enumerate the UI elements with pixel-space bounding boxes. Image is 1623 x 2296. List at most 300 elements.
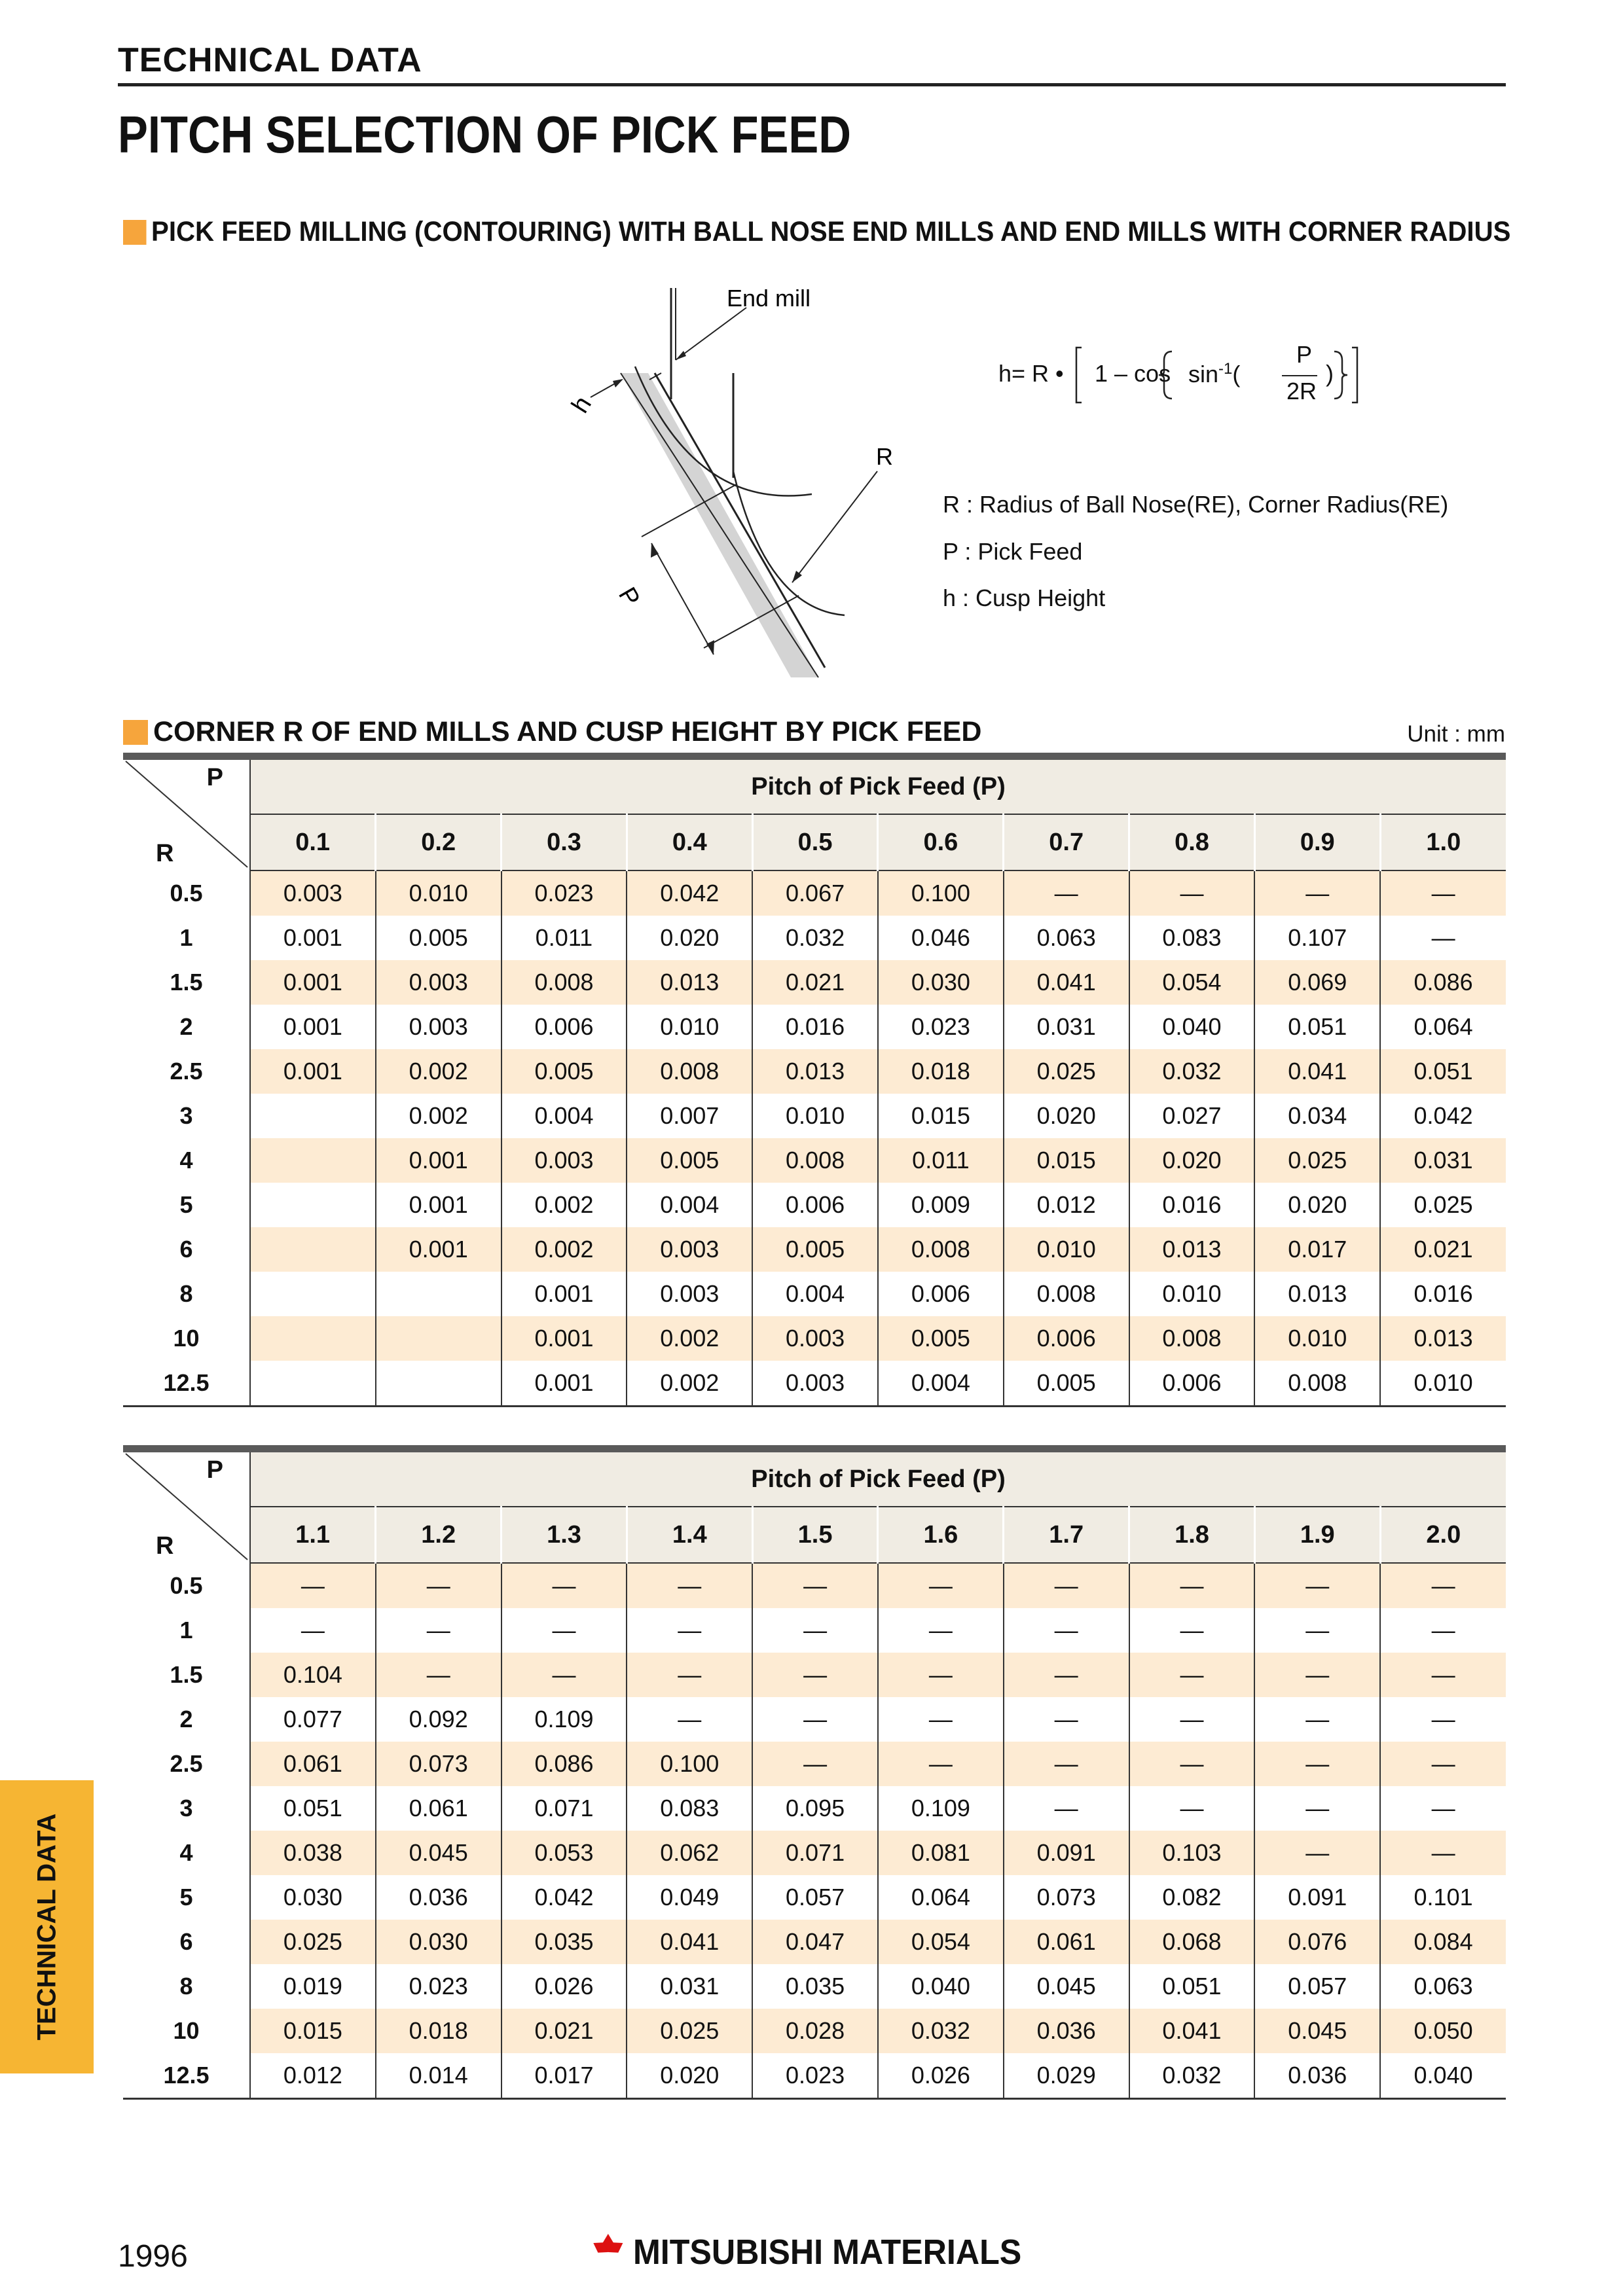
table-row — [123, 1920, 1506, 1964]
cusp-height-cell: 0.069 — [1254, 960, 1380, 1005]
end-mill-label: End mill — [727, 285, 811, 312]
cusp-height-table-2 — [123, 1445, 1506, 2100]
cusp-height-cell: 0.002 — [501, 1183, 627, 1227]
formula-numerator: P — [1296, 341, 1313, 368]
cusp-height-cell: 0.045 — [1254, 2009, 1380, 2053]
cusp-height-cell: 0.003 — [376, 1005, 501, 1049]
cusp-height-cell: — — [376, 1608, 501, 1653]
cusp-height-cell: 0.001 — [250, 916, 376, 960]
cusp-height-cell: 0.011 — [878, 1138, 1004, 1183]
table-row — [123, 1608, 1506, 1653]
cusp-height-cell: 0.046 — [878, 916, 1004, 960]
cusp-height-cell: 0.071 — [752, 1831, 878, 1875]
table-row — [123, 960, 1506, 1005]
corner-r-value: 3 — [179, 1795, 193, 1821]
cusp-height-cell: — — [1380, 870, 1506, 916]
corner-r-value: 0.5 — [170, 1571, 203, 1599]
cusp-height-cell: 0.008 — [501, 960, 627, 1005]
cusp-height-cell: 0.049 — [627, 1875, 752, 1920]
cusp-height-cell: 0.086 — [501, 1742, 627, 1786]
cusp-height-cell: 0.004 — [627, 1183, 752, 1227]
mitsubishi-diamonds-icon — [589, 2234, 627, 2270]
cusp-height-cell: 0.004 — [501, 1094, 627, 1138]
cusp-height-cell: — — [878, 1563, 1004, 1608]
cusp-height-cell: — — [1254, 1653, 1380, 1697]
pitch-value-header: 0.5 — [752, 814, 878, 870]
cusp-height-cell: 0.042 — [1380, 1094, 1506, 1138]
corner-r-value: 8 — [179, 1973, 193, 2000]
cusp-height-cell: 0.005 — [376, 916, 501, 960]
cusp-height-cell: 0.021 — [752, 960, 878, 1005]
cusp-height-cell: 0.005 — [752, 1227, 878, 1272]
corner-r-value: 0.5 — [170, 879, 203, 906]
cusp-height-cell: 0.001 — [376, 1227, 501, 1272]
cusp-height-cell: — — [1004, 1786, 1129, 1831]
cusp-height-cell: 0.020 — [627, 2053, 752, 2099]
cusp-height-cell: — — [1129, 1608, 1255, 1653]
pick-feed-diagram — [537, 275, 903, 694]
pitch-value-header: 0.9 — [1254, 814, 1380, 870]
cusp-height-cell: 0.040 — [1380, 2053, 1506, 2099]
table-row — [123, 1227, 1506, 1272]
cusp-height-table-1 — [123, 753, 1506, 1407]
table-row — [123, 1742, 1506, 1786]
cusp-height-cell: 0.018 — [878, 1049, 1004, 1094]
cut-surface-line — [655, 373, 825, 668]
cusp-height-cell: — — [627, 1697, 752, 1742]
p-axis-label: P — [206, 1456, 223, 1484]
corner-r-value: 6 — [179, 1928, 193, 1955]
cusp-height-cell: — — [752, 1653, 878, 1697]
cusp-height-cell: 0.008 — [1004, 1272, 1129, 1316]
cusp-height-cell: 0.001 — [250, 960, 376, 1005]
corner-r-value: 4 — [179, 1147, 193, 1174]
cusp-height-cell: 0.062 — [627, 1831, 752, 1875]
table-row — [123, 1049, 1506, 1094]
corner-r-value: 1 — [179, 1617, 193, 1643]
table-corner — [123, 757, 250, 871]
cusp-height-cell: 0.040 — [878, 1964, 1004, 2009]
cusp-height-cell: 0.020 — [1004, 1094, 1129, 1138]
brand-name: MITSUBISHI MATERIALS — [632, 2233, 1022, 2272]
cusp-height-cell: 0.100 — [627, 1742, 752, 1786]
cusp-height-cell: 0.031 — [627, 1964, 752, 2009]
cusp-height-cell: 0.002 — [376, 1049, 501, 1094]
diagonal-divider — [123, 1452, 250, 1561]
pitch-header: Pitch of Pick Feed (P) — [250, 1449, 1506, 1507]
cusp-height-cell: — — [1380, 916, 1506, 960]
corner-r-value: 12.5 — [123, 1361, 250, 1407]
cusp-height-cell: 0.001 — [376, 1138, 501, 1183]
cusp-height-cell — [250, 1227, 376, 1272]
cusp-height-cell: 0.001 — [250, 1049, 376, 1094]
cusp-height-cell: — — [1380, 1697, 1506, 1742]
cusp-height-cell: 0.045 — [376, 1831, 501, 1875]
section2-heading — [123, 716, 981, 748]
pitch-value-header: 0.8 — [1129, 814, 1255, 870]
cusp-height-cell: 0.109 — [878, 1786, 1004, 1831]
corner-r-value: 3 — [179, 1102, 193, 1129]
pitch-value-header: 0.6 — [878, 814, 1004, 870]
cusp-height-cell: 0.091 — [1004, 1831, 1129, 1875]
cusp-height-cell: — — [1004, 1608, 1129, 1653]
pitch-value-header: 2.0 — [1380, 1507, 1506, 1563]
corner-r-value: 10 — [173, 1325, 200, 1352]
cusp-height-cell: 0.010 — [1380, 1361, 1506, 1407]
pitch-header: Pitch of Pick Feed (P) — [250, 757, 1506, 815]
cusp-height-cell: 0.104 — [250, 1653, 376, 1697]
cusp-height-cell: — — [1254, 1608, 1380, 1653]
cusp-height-cell: 0.041 — [1004, 960, 1129, 1005]
cusp-height-cell: 0.003 — [376, 960, 501, 1005]
cusp-height-cell: 0.011 — [501, 916, 627, 960]
cusp-height-cell: 0.008 — [1254, 1361, 1380, 1407]
cusp-height-cell: 0.003 — [627, 1227, 752, 1272]
cusp-height-cell: — — [878, 1653, 1004, 1697]
cusp-height-cell: 0.002 — [501, 1227, 627, 1272]
cusp-height-cell: 0.054 — [878, 1920, 1004, 1964]
cusp-height-cell: 0.001 — [250, 1005, 376, 1049]
table-row — [123, 1361, 1506, 1407]
table-row — [123, 1563, 1506, 1608]
cusp-height-cell: 0.025 — [627, 2009, 752, 2053]
section1-heading — [123, 216, 1510, 248]
cusp-height-cell: 0.063 — [1004, 916, 1129, 960]
corner-r-value: 6 — [179, 1236, 193, 1263]
cusp-height-cell: 0.071 — [501, 1786, 627, 1831]
cusp-height-cell: 0.001 — [501, 1361, 627, 1407]
cusp-height-cell: 0.020 — [1129, 1138, 1255, 1183]
cusp-height-cell: 0.042 — [501, 1875, 627, 1920]
cusp-height-cell — [376, 1272, 501, 1316]
cusp-height-cell: — — [1380, 1786, 1506, 1831]
cusp-height-cell: — — [1380, 1742, 1506, 1786]
corner-r-value: 2 — [179, 1706, 193, 1732]
cusp-height-cell: 0.107 — [1254, 916, 1380, 960]
cusp-height-cell: — — [1004, 1563, 1129, 1608]
cusp-height-cell: 0.014 — [376, 2053, 501, 2099]
cusp-height-cell: 0.026 — [878, 2053, 1004, 2099]
cusp-height-cell: 0.041 — [1254, 1049, 1380, 1094]
cusp-height-cell: 0.034 — [1254, 1094, 1380, 1138]
cusp-height-cell: — — [501, 1608, 627, 1653]
formula-one-minus-cos: 1 – cos — [1095, 360, 1171, 387]
corner-r-value: 8 — [179, 1280, 193, 1307]
cusp-height-cell: 0.013 — [1254, 1272, 1380, 1316]
cusp-height-cell: — — [627, 1563, 752, 1608]
cusp-height-cell: — — [1380, 1653, 1506, 1697]
cusp-height-cell: 0.013 — [627, 960, 752, 1005]
cusp-height-cell: 0.007 — [627, 1094, 752, 1138]
cusp-height-cell: 0.036 — [1004, 2009, 1129, 2053]
cusp-height-cell: — — [1129, 870, 1255, 916]
corner-r-value: 1.5 — [170, 969, 203, 996]
cusp-height-cell: 0.082 — [1129, 1875, 1255, 1920]
r-axis-label: R — [156, 1532, 174, 1560]
cusp-height-cell: — — [376, 1653, 501, 1697]
cusp-height-cell: 0.042 — [627, 870, 752, 916]
table-row — [123, 2053, 1506, 2099]
cusp-height-cell: — — [250, 1563, 376, 1608]
cusp-height-cell: 0.032 — [1129, 2053, 1255, 2099]
cusp-height-cell: 0.040 — [1129, 1005, 1255, 1049]
pitch-value-header: 1.2 — [376, 1507, 501, 1563]
table-row — [123, 1316, 1506, 1361]
cusp-height-cell: 0.041 — [1129, 2009, 1255, 2053]
cusp-height-cell: 0.021 — [1380, 1227, 1506, 1272]
cusp-height-cell: — — [878, 1608, 1004, 1653]
cusp-height-cell: 0.002 — [376, 1094, 501, 1138]
cusp-height-cell: 0.086 — [1380, 960, 1506, 1005]
cusp-height-cell: 0.004 — [878, 1361, 1004, 1407]
table-row — [123, 1964, 1506, 2009]
cusp-height-cell: — — [1004, 1742, 1129, 1786]
cusp-height-cell: 0.010 — [1004, 1227, 1129, 1272]
pitch-value-header: 0.4 — [627, 814, 752, 870]
legend-h: h : Cusp Height — [943, 584, 1106, 611]
cusp-height-cell — [250, 1272, 376, 1316]
cusp-height-cell: — — [752, 1742, 878, 1786]
cusp-height-cell: 0.076 — [1254, 1920, 1380, 1964]
cusp-height-cell: 0.073 — [376, 1742, 501, 1786]
legend-r: R : Radius of Ball Nose(RE), Corner Radius(RE) — [943, 491, 1449, 518]
cusp-height-cell: — — [376, 1563, 501, 1608]
pitch-value-header: 1.0 — [1380, 814, 1506, 870]
cusp-height-cell — [250, 1094, 376, 1138]
cusp-height-cell: 0.084 — [1380, 1920, 1506, 1964]
cusp-height-cell: 0.008 — [627, 1049, 752, 1094]
cusp-height-cell: 0.036 — [376, 1875, 501, 1920]
cusp-height-cell: 0.035 — [501, 1920, 627, 1964]
cusp-height-cell: 0.068 — [1129, 1920, 1255, 1964]
cusp-height-cell: — — [1129, 1786, 1255, 1831]
pitch-value-header: 1.3 — [501, 1507, 627, 1563]
cusp-height-cell: 0.001 — [501, 1316, 627, 1361]
cusp-height-cell: 0.053 — [501, 1831, 627, 1875]
cusp-height-cell: 0.061 — [1004, 1920, 1129, 1964]
page-title: PITCH SELECTION OF PICK FEED — [118, 105, 851, 164]
cusp-height-cell: 0.092 — [376, 1697, 501, 1742]
cusp-height-cell: 0.061 — [250, 1742, 376, 1786]
unit-label: Unit : mm — [1407, 721, 1505, 747]
cusp-height-cell: 0.001 — [501, 1272, 627, 1316]
cusp-height-cell: 0.077 — [250, 1697, 376, 1742]
cusp-height-cell: 0.015 — [250, 2009, 376, 2053]
cusp-height-cell — [250, 1361, 376, 1407]
cusp-height-cell: 0.017 — [501, 2053, 627, 2099]
pitch-value-header: 1.5 — [752, 1507, 878, 1563]
cusp-height-cell: 0.020 — [1254, 1183, 1380, 1227]
h-label: h — [566, 391, 598, 418]
cusp-height-cell: 0.026 — [501, 1964, 627, 2009]
cusp-height-cell: 0.023 — [878, 1005, 1004, 1049]
cusp-height-cell: 0.081 — [878, 1831, 1004, 1875]
cusp-height-cell: — — [250, 1608, 376, 1653]
table-row — [123, 1786, 1506, 1831]
cusp-height-cell: 0.020 — [627, 916, 752, 960]
cusp-height-cell: — — [1129, 1697, 1255, 1742]
cusp-height-cell: 0.051 — [250, 1786, 376, 1831]
cusp-height-cell: 0.030 — [878, 960, 1004, 1005]
pitch-value-header: 0.3 — [501, 814, 627, 870]
section1-title: PICK FEED MILLING (CONTOURING) WITH BALL NOSE END MILLS AND END MILLS WITH CORNER RADIUS — [151, 216, 1511, 247]
table-row — [123, 1005, 1506, 1049]
corner-r-value: 2.5 — [170, 1750, 203, 1777]
cusp-height-cell: — — [1004, 1697, 1129, 1742]
cusp-height-cell: 0.013 — [752, 1049, 878, 1094]
cusp-height-cell: 0.025 — [1380, 1183, 1506, 1227]
pitch-value-header: 0.2 — [376, 814, 501, 870]
table-row — [123, 870, 1506, 916]
cusp-height-cell: — — [752, 1608, 878, 1653]
cusp-height-cell: 0.095 — [752, 1786, 878, 1831]
pitch-value-header: 1.4 — [627, 1507, 752, 1563]
cusp-height-cell — [376, 1316, 501, 1361]
cusp-height-cell: — — [1254, 1697, 1380, 1742]
cusp-height-cell: 0.008 — [1129, 1316, 1255, 1361]
cusp-height-cell: 0.006 — [1004, 1316, 1129, 1361]
section2-title: CORNER R OF END MILLS AND CUSP HEIGHT BY PICK FEED — [153, 716, 982, 747]
corner-r-value: 4 — [179, 1839, 193, 1866]
cusp-height-cell: 0.073 — [1004, 1875, 1129, 1920]
corner-r-value: 10 — [173, 2017, 200, 2044]
formula-lhs: h= R • — [998, 360, 1064, 387]
cusp-height-cell: 0.025 — [1254, 1138, 1380, 1183]
cusp-height-cell: — — [1254, 1742, 1380, 1786]
cusp-height-cell: 0.016 — [1380, 1272, 1506, 1316]
cusp-height-cell: 0.035 — [752, 1964, 878, 2009]
table-row — [123, 2009, 1506, 2053]
pitch-value-header: 1.1 — [250, 1507, 376, 1563]
table-row — [123, 1831, 1506, 1875]
cusp-height-cell: — — [1129, 1742, 1255, 1786]
formula-denominator: 2R — [1286, 378, 1317, 404]
cusp-height-cell: 0.016 — [1129, 1183, 1255, 1227]
cusp-height-cell: 0.003 — [752, 1316, 878, 1361]
cusp-height-cell: — — [1004, 870, 1129, 916]
cusp-height-cell: — — [1254, 1831, 1380, 1875]
cusp-height-cell: 0.006 — [752, 1183, 878, 1227]
cusp-height-cell: 0.004 — [752, 1272, 878, 1316]
cusp-height-cell: 0.083 — [1129, 916, 1255, 960]
r-axis-label: R — [156, 840, 174, 867]
cusp-height-cell: — — [752, 1697, 878, 1742]
corner-r-value: 5 — [179, 1191, 193, 1218]
cusp-height-cell: 0.031 — [1004, 1005, 1129, 1049]
corner-r-value: 2.5 — [170, 1058, 203, 1085]
cusp-height-cell: — — [1254, 870, 1380, 916]
cusp-height-cell: — — [627, 1653, 752, 1697]
cusp-height-cell: 0.036 — [1254, 2053, 1380, 2099]
table-row — [123, 1094, 1506, 1138]
cusp-height-cell: 0.101 — [1380, 1875, 1506, 1920]
r-label: R — [876, 443, 893, 470]
corner-r-value: 12.5 — [123, 2053, 250, 2099]
cusp-height-cell: 0.003 — [250, 870, 376, 916]
table-row — [123, 1183, 1506, 1227]
cusp-height-cell: — — [1254, 1563, 1380, 1608]
cusp-height-cell: 0.050 — [1380, 2009, 1506, 2053]
pitch-value-header: 1.8 — [1129, 1507, 1255, 1563]
cusp-height-cell: 0.015 — [878, 1094, 1004, 1138]
cusp-height-cell: 0.041 — [627, 1920, 752, 1964]
cusp-height-cell: 0.028 — [752, 2009, 878, 2053]
cusp-height-formula: h= R • 1 – cos $\sin^{-1}$( P 2R ) — [998, 331, 1365, 416]
page-number: 1996 — [118, 2239, 188, 2274]
cusp-height-cell: 0.023 — [501, 870, 627, 916]
cusp-height-cell: 0.005 — [878, 1316, 1004, 1361]
cusp-height-cell: 0.012 — [250, 2053, 376, 2099]
cusp-height-cell: 0.032 — [878, 2009, 1004, 2053]
pitch-value-header: 1.9 — [1254, 1507, 1380, 1563]
cusp-height-cell: 0.051 — [1129, 1964, 1255, 2009]
pitch-value-header: 0.1 — [250, 814, 376, 870]
section-marker-icon — [123, 720, 148, 745]
cusp-height-cell: 0.030 — [250, 1875, 376, 1920]
cusp-height-cell: 0.063 — [1380, 1964, 1506, 2009]
cusp-height-cell: 0.003 — [752, 1361, 878, 1407]
cusp-height-cell: 0.006 — [878, 1272, 1004, 1316]
cusp-height-cell: 0.005 — [627, 1138, 752, 1183]
cusp-height-cell: 0.019 — [250, 1964, 376, 2009]
cusp-height-cell: 0.013 — [1380, 1316, 1506, 1361]
cusp-height-cell: — — [1254, 1786, 1380, 1831]
table-row — [123, 1875, 1506, 1920]
cusp-height-cell: 0.017 — [1254, 1227, 1380, 1272]
cusp-height-cell: 0.091 — [1254, 1875, 1380, 1920]
cusp-height-cell: — — [1380, 1608, 1506, 1653]
cusp-height-cell: 0.008 — [752, 1138, 878, 1183]
brand — [589, 2232, 1021, 2272]
cusp-height-cell: 0.051 — [1254, 1005, 1380, 1049]
cusp-height-cell: 0.016 — [752, 1005, 878, 1049]
cusp-height-cell: 0.032 — [1129, 1049, 1255, 1094]
cusp-height-cell: 0.100 — [878, 870, 1004, 916]
cusp-height-cell: 0.003 — [627, 1272, 752, 1316]
cusp-height-cell: — — [878, 1697, 1004, 1742]
header-rule — [118, 83, 1506, 86]
cusp-height-cell: 0.023 — [752, 2053, 878, 2099]
cusp-height-cell: 0.027 — [1129, 1094, 1255, 1138]
cusp-height-cell — [250, 1183, 376, 1227]
cusp-height-cell: 0.006 — [1129, 1361, 1255, 1407]
corner-r-value: 5 — [179, 1884, 193, 1910]
cusp-height-cell: 0.021 — [501, 2009, 627, 2053]
cusp-height-cell: 0.030 — [376, 1920, 501, 1964]
cusp-height-cell: 0.025 — [250, 1920, 376, 1964]
cusp-height-cell: 0.006 — [501, 1005, 627, 1049]
pitch-value-header: 0.7 — [1004, 814, 1129, 870]
cusp-height-cell: 0.005 — [501, 1049, 627, 1094]
section-marker-icon — [123, 220, 147, 245]
cusp-height-cell: 0.103 — [1129, 1831, 1255, 1875]
cusp-height-cell: 0.013 — [1129, 1227, 1255, 1272]
cusp-height-cell: 0.038 — [250, 1831, 376, 1875]
pitch-value-header: 1.6 — [878, 1507, 1004, 1563]
cusp-height-cell: 0.015 — [1004, 1138, 1129, 1183]
cusp-height-cell: 0.045 — [1004, 1964, 1129, 2009]
p-label: P — [613, 583, 646, 611]
cusp-height-cell: — — [752, 1563, 878, 1608]
corner-r-value: 2 — [179, 1013, 193, 1040]
legend-p: P : Pick Feed — [943, 538, 1083, 565]
cusp-height-cell: 0.064 — [878, 1875, 1004, 1920]
cusp-height-cell: — — [627, 1608, 752, 1653]
cusp-height-cell: 0.051 — [1380, 1049, 1506, 1094]
formula-sin: $\sin^{-1}$( — [1188, 360, 1241, 387]
cusp-height-cell: — — [1004, 1653, 1129, 1697]
cusp-height-cell: 0.025 — [1004, 1049, 1129, 1094]
